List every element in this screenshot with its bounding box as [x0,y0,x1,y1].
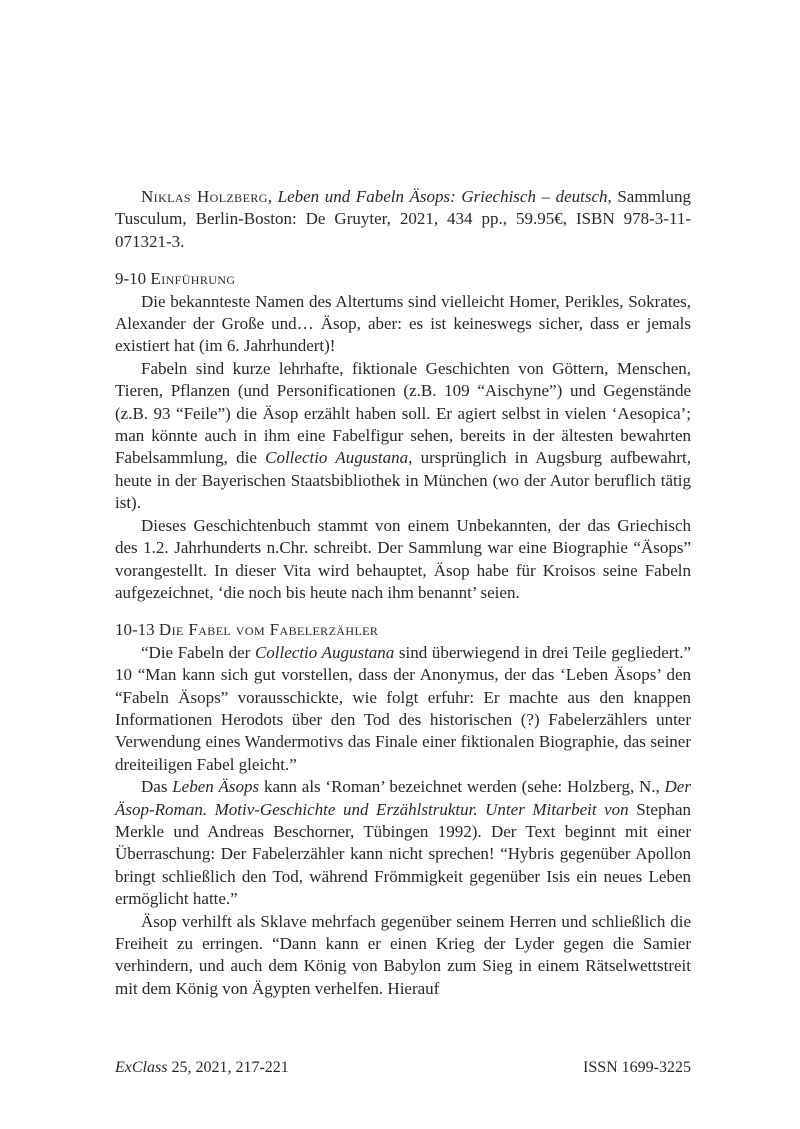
paragraph [115,776,691,910]
paragraph [115,642,691,776]
section-heading-einfuehrung [115,268,691,290]
journal-reference [115,1058,289,1078]
page-footer [115,1058,691,1078]
section-heading-fabel-vom-fabelerzaehler [115,619,691,641]
paragraph [115,515,691,605]
text-segment: Äsop verhilft als Sklave mehrfach gegenüber seinem Herren und schließlich die Freiheit zu erringen. “Dann kann er einen Krieg der Lyder gegen die Samier verhindern, und auch dem König von Babylon zum Sieg in einem Rätselwettstreit mit dem König von Ägypten verhelfen. Hierauf [115,911,691,998]
text-segment: , [267,187,278,206]
text-segment: 25, 2021, 217-221 [167,1059,289,1076]
text-segment-italic: Leben und Fabeln Äsops: Griechisch – deutsch [277,187,608,206]
text-segment: Dieses Geschichtenbuch stammt von einem Unbekannten, der das Griechisch des 1.2. Jahrhunderts n.Chr. schreibt. Der Sammlung war eine Biographie “Äsops” vorangestellt. In dieser Vita wird behauptet, Äsop habe für Kroisos seine Fabeln aufgezeichnet, ‘die noch bis heute nach ihm benannt’ seien. [115,515,691,602]
issn-label: ISSN 1699-3225 [582,1059,691,1076]
text-segment: 10-13 [115,620,159,640]
text-segment-italic: Collectio Augustana [265,448,409,468]
text-segment: , ursprünglich in Augsburg aufbewahrt, heute in der Bayerischen Staatsbibliothek in München (wo der Autor beruflich tätig ist). [115,448,691,513]
book-citation [115,186,691,253]
review-text [115,186,691,1000]
text-segment: Die bekannteste Namen des Altertums sind vielleicht Homer, Perikles, Sokrates, Alexander der Große und… Äsop, aber: es ist keineswegs sicher, dass er jemals existiert hat (im 6. Jahrhundert)! [115,291,691,356]
text-segment: Stephan Merkle und Andreas Beschorner, Tübingen 1992). Der Text beginnt mit einer Überraschung: Der Fabelerzähler kann nicht sprechen! “Hybris gegenüber Apollon bringt schließlich den Tod, während Frömmigkeit gegenüber Isis ein neues Leben ermöglicht hatte.” [115,799,691,909]
text-segment-italic: Collectio Augustana [254,642,395,662]
paragraph [115,291,691,358]
text-segment: Das [141,777,173,797]
text-segment: 9-10 [115,269,151,289]
text-segment: , Sammlung Tusculum, Berlin-Boston: De Gruyter, 2021, 434 pp., 59.95€, ISBN 978-3-11-071321-3. [115,187,692,251]
text-segment: kann als ‘Roman’ bezeichnet werden (sehe: Holzberg, N., [259,777,665,797]
paragraph [115,911,691,1001]
paragraph [115,358,691,515]
text-segment-smallcaps: Niklas Holzberg [141,187,268,206]
text-segment-smallcaps: Einführung [150,269,236,289]
text-segment-smallcaps: Die Fabel vom Fabelerzähler [158,620,379,640]
text-segment-italic: Der Äsop-Roman. Motiv-Geschichte und Erzählstruktur. Unter Mitarbeit von [115,777,691,819]
text-segment-italic: Leben Äsops [172,777,260,797]
text-segment: Fabeln sind kurze lehrhafte, fiktionale Geschichten von Göttern, Menschen, Tieren, Pflanzen (und Personificationen (z.B. 109 “Aischyne”) und Gegenstände (z.B. 93 “Feile”) die Äsop erzählt haben soll. Er agiert selbst in vielen ‘Aesopica’; man könnte auch in ihm eine Fabelfigur sehen, bereits in der ältesten bewahrten Fabelsammlung, die [115,358,691,468]
text-segment: sind überwiegend in drei Teile gegliedert.” 10 “Man kann sich gut vorstellen, dass der Anonymus, der das ‘Leben Äsops’ den “Fabeln Äsops” vorausschickte, wie folgt erfuhr: Er machte aus den knappen Informationen Herodots über den Tod des historischen (?) Fabelerzählers unter Verwendung eines Wandermotivs das Finale einer fiktionalen Biographie, das seiner dreiteiligen Fabel gleicht.” [115,642,691,774]
text-segment-italic: ExClass [115,1059,168,1076]
text-segment: “Die Fabeln der [141,642,255,662]
